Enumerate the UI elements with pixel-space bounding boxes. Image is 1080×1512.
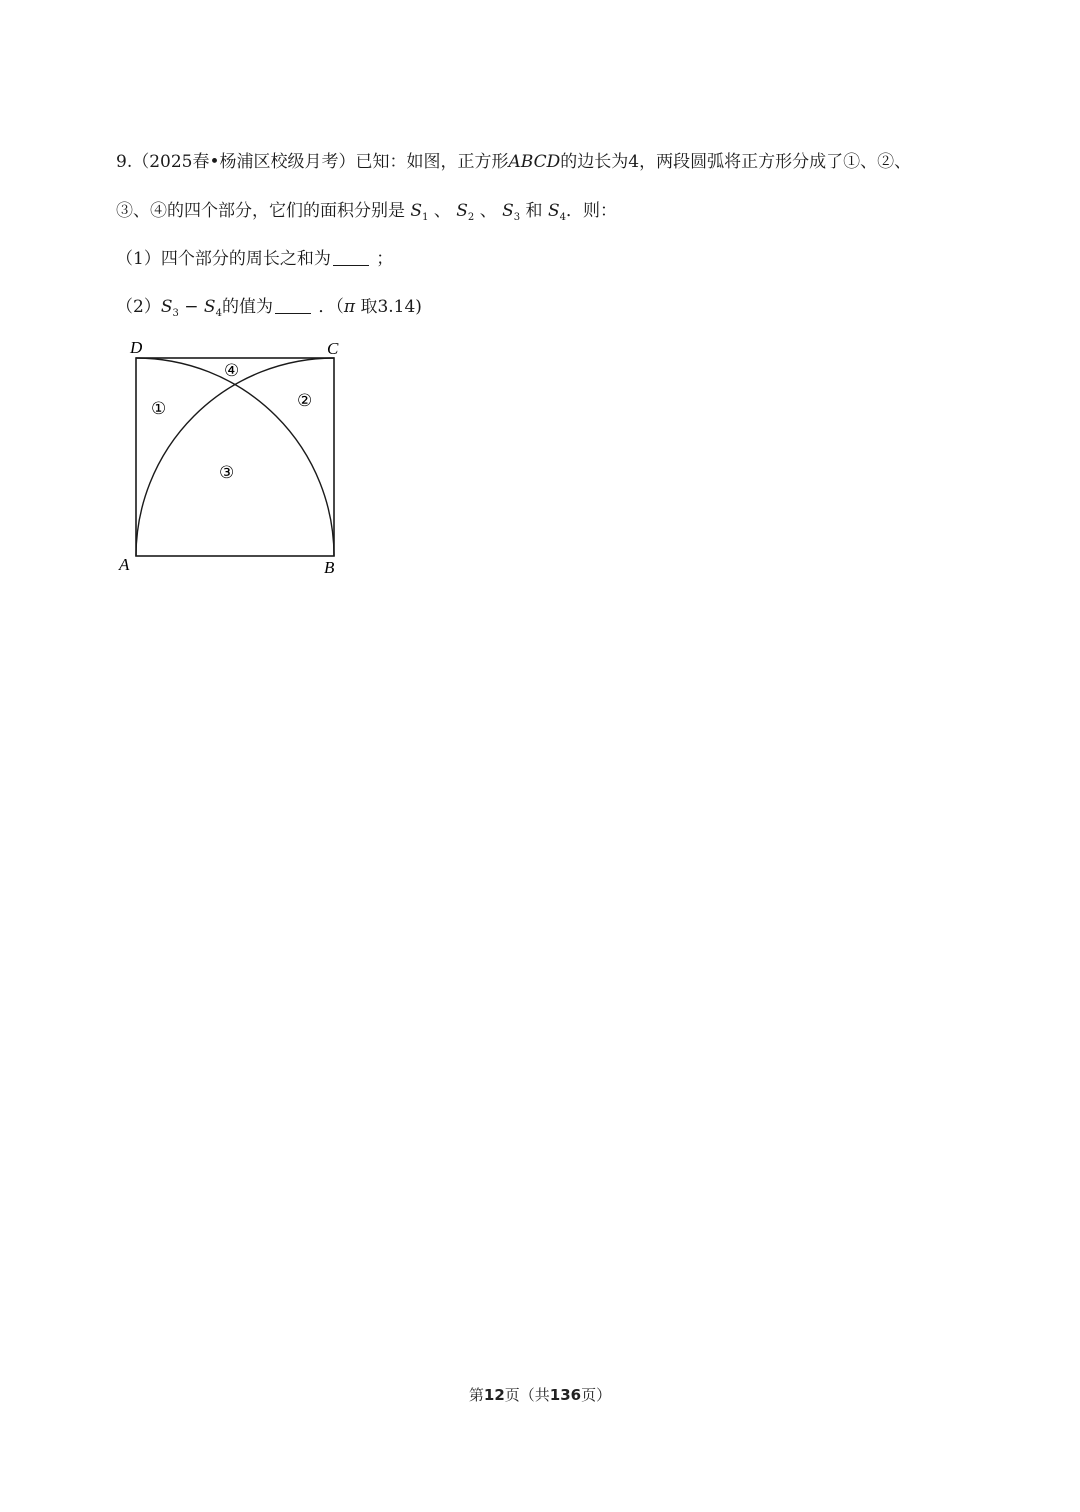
part2-s4-subscript: 4 [215, 308, 222, 319]
vertex-label-c: C [327, 339, 339, 358]
part2-s3-subscript: 3 [172, 308, 179, 319]
s3-subscript: 3 [513, 212, 521, 223]
footer-mid: 页（共 [504, 1386, 550, 1404]
question-part-2 [116, 295, 422, 326]
page-footer [0, 1384, 1080, 1405]
question-line2-a: ③、④的四个部分，它们的面积分别是 [116, 201, 405, 221]
square-outline [136, 358, 334, 556]
s1-subscript: 1 [422, 212, 429, 223]
s2-subscript: 2 [467, 212, 475, 223]
part2-s4-symbol: S [203, 297, 216, 317]
vertex-label-d: D [130, 338, 143, 357]
footer-suffix: 页） [581, 1386, 612, 1404]
question-intro-b: 的边长为4，两段圆弧将正方形分成了①、②、 [560, 152, 912, 172]
and-word: 和 [525, 201, 543, 221]
question-intro-a: 已知：如图，正方形 [355, 152, 509, 172]
question-line-2 [116, 199, 617, 230]
part2-prefix: （2） [116, 297, 161, 317]
part1-answer-blank[interactable] [333, 249, 369, 266]
minus-sign: − [184, 297, 199, 317]
arc-from-a-to-c [136, 358, 334, 556]
pi-text: 取3.14) [360, 297, 422, 317]
region-label-1: ① [151, 399, 167, 419]
question-line-1 [116, 150, 911, 174]
square-arcs-figure [110, 332, 360, 582]
question-part-1 [116, 247, 393, 271]
s2-symbol: S [456, 201, 468, 221]
footer-prefix: 第 [468, 1386, 484, 1404]
arc-from-d-to-b [136, 358, 334, 556]
part1-suffix: ； [376, 249, 394, 269]
pi-symbol: π [343, 297, 356, 317]
s4-subscript: 4 [559, 212, 566, 223]
region-label-2: ② [297, 391, 313, 411]
separator-1: 、 [433, 201, 451, 221]
s3-symbol: S [502, 201, 514, 221]
region-label-3: ③ [219, 463, 235, 483]
vertex-label-b: B [324, 558, 335, 577]
separator-2: 、 [479, 201, 497, 221]
part2-mid: 的值为 [221, 297, 273, 317]
question-source: （2025春•杨浦区校级月考） [132, 152, 356, 172]
s4-symbol: S [547, 201, 560, 221]
part2-s3-symbol: S [160, 297, 173, 317]
question-line2-end: ．则： [565, 201, 617, 221]
footer-page-number: 12 [483, 1386, 505, 1404]
square-name: ABCD [508, 152, 561, 172]
part1-prefix: （1）四个部分的周长之和为 [116, 249, 331, 269]
question-number: 9. [116, 152, 133, 172]
part2-suffix: ．（ [318, 297, 344, 317]
footer-total-pages: 136 [549, 1386, 582, 1404]
region-label-4: ④ [224, 361, 240, 381]
part2-answer-blank[interactable] [275, 297, 311, 314]
s1-symbol: S [410, 201, 423, 221]
vertex-label-a: A [119, 555, 130, 574]
